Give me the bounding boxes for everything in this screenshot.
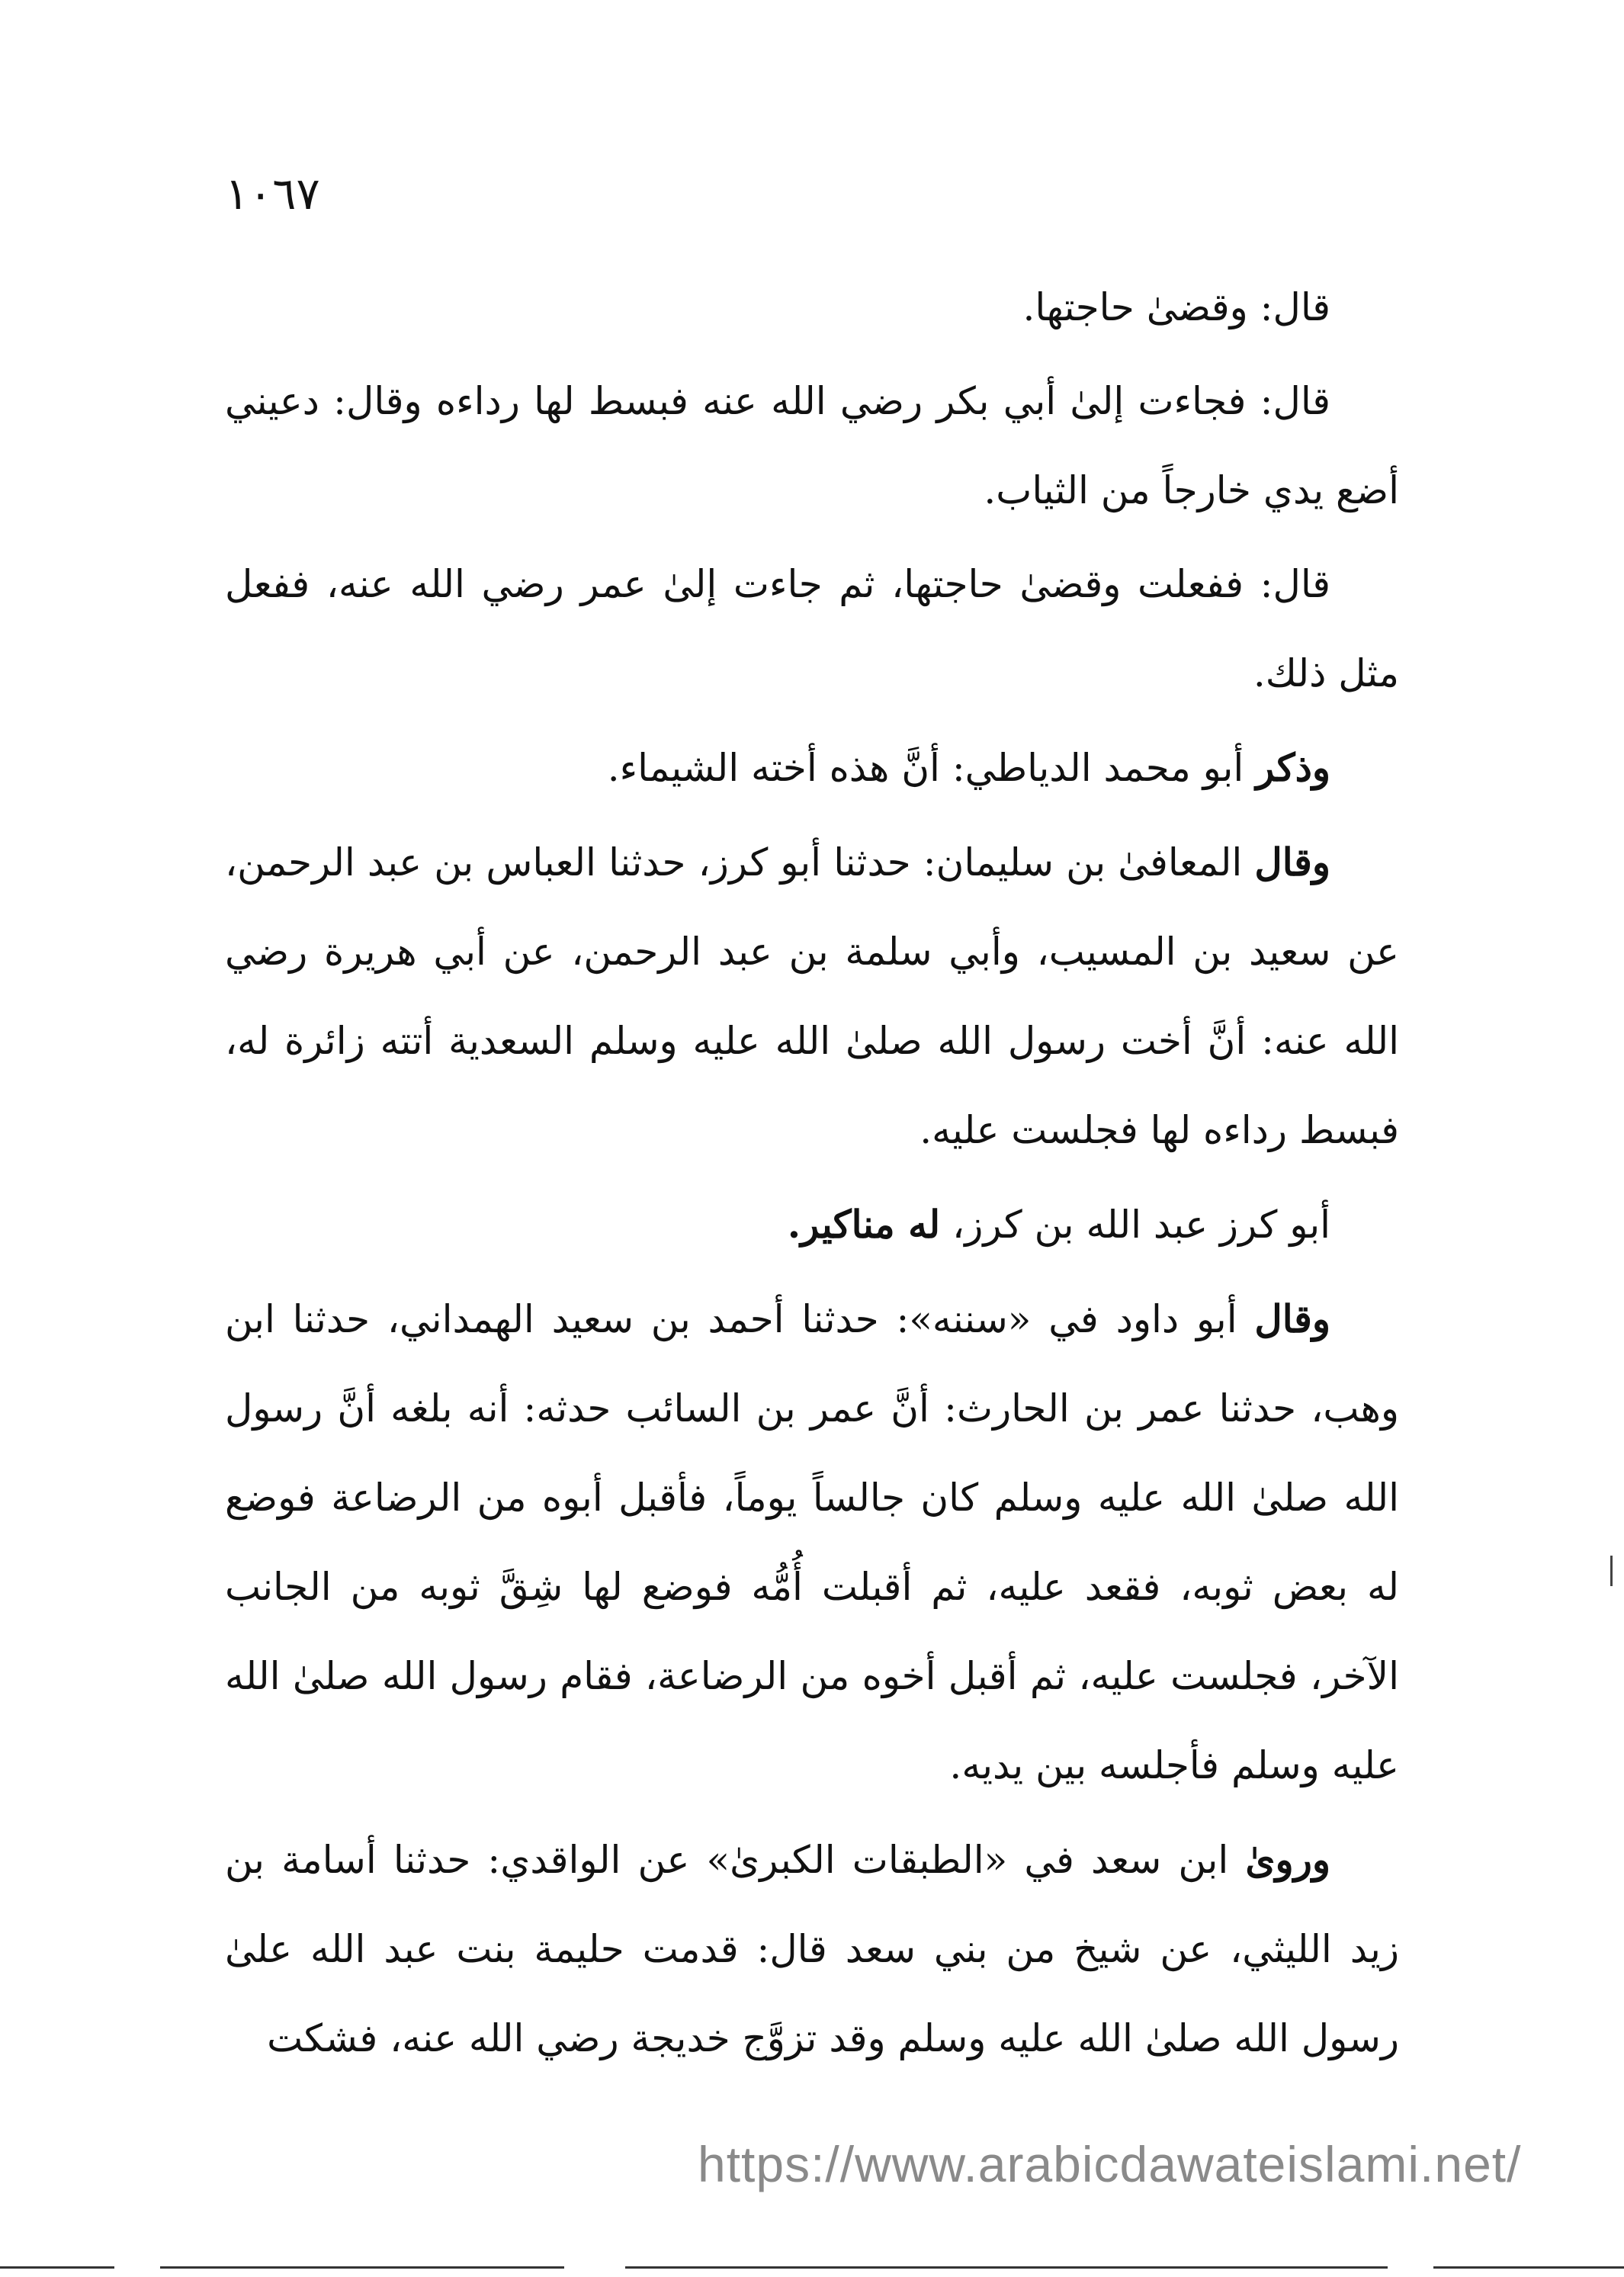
paragraph — [225, 357, 1399, 535]
paragraph — [225, 1274, 1399, 1810]
paragraph-text: أبو محمد الدياطي: أنَّ هذه أخته الشيماء. — [607, 746, 1257, 790]
source-url-watermark: https://www.arabicdawateislami.net/ — [698, 2136, 1522, 2192]
paragraph-text: قال: وقضىٰ حاجتها. — [1022, 285, 1330, 329]
paragraph — [225, 1180, 1399, 1270]
paragraph-text: قال: فجاءت إلىٰ أبي بكر رضي الله عنه فبسط لها رداءه وقال: دعيني أضع يدي خارجاً من الثياب. — [225, 379, 1399, 512]
bottom-rule-mid-left — [160, 2266, 564, 2269]
paragraph-text: أبو كرز عبد الله بن كرز، — [940, 1203, 1330, 1247]
paragraph-trail-bold: له مناكير. — [787, 1202, 941, 1247]
body-text — [225, 263, 1399, 2088]
paragraph-lead-word: وروىٰ — [1245, 1837, 1330, 1882]
paragraph-text: ابن سعد في «الطبقات الكبرىٰ» عن الواقدي: حدثنا أسامة بن زيد الليثي، عن شيخ من بني سعد قال: قدمت حليمة بنت عبد الله علىٰ رسول الله صلىٰ الله عليه وسلم وقد تزوَّج خديجة رضي الله عنه، فشكت — [225, 1838, 1399, 2060]
paragraph — [225, 723, 1399, 813]
page-number: ١٠٦٧ — [225, 168, 320, 220]
paragraph — [225, 817, 1399, 1175]
bottom-rule-right — [1433, 2266, 1624, 2269]
scan-edge-mark — [1610, 1556, 1613, 1586]
paragraph-lead-word: وقال — [1254, 840, 1330, 885]
paragraph-lead-word: وذكر — [1256, 745, 1330, 790]
bottom-rule-mid — [625, 2266, 1388, 2269]
paragraph — [225, 1815, 1399, 2083]
paragraph-text: قال: ففعلت وقضىٰ حاجتها، ثم جاءت إلىٰ عمر رضي الله عنه، ففعل مثل ذلك. — [225, 562, 1399, 695]
paragraph-text: أبو داود في «سننه»: حدثنا أحمد بن سعيد الهمداني، حدثنا ابن وهب، حدثنا عمر بن الحارث: أنَّ عمر بن السائب حدثه: أنه بلغه أنَّ رسول الله صلىٰ الله عليه وسلم كان جالساً يوماً، فأقبل أبوه من الرضاعة فوضع له بعض ثوبه، فقعد عليه، ثم أقبلت أُمُّه فوضع لها شِقَّ ثوبه من الجانب الآخر، فجلست عليه، ثم أقبل أخوه من الرضاعة، فقام رسول الله صلىٰ الله عليه وسلم فأجلسه بين يديه. — [225, 1297, 1399, 1787]
paragraph — [225, 540, 1399, 718]
bottom-rule-left — [0, 2266, 114, 2269]
paragraph — [225, 263, 1399, 352]
paragraph-lead-word: وقال — [1254, 1296, 1330, 1341]
paragraph-text: المعافىٰ بن سليمان: حدثنا أبو كرز، حدثنا العباس بن عبد الرحمن، عن سعيد بن المسيب، وأبي سلمة بن عبد الرحمن، عن أبي هريرة رضي الله عنه: أنَّ أخت رسول الله صلىٰ الله عليه وسلم السعدية أتته زائرة له، فبسط رداءه لها فجلست عليه. — [225, 840, 1399, 1152]
